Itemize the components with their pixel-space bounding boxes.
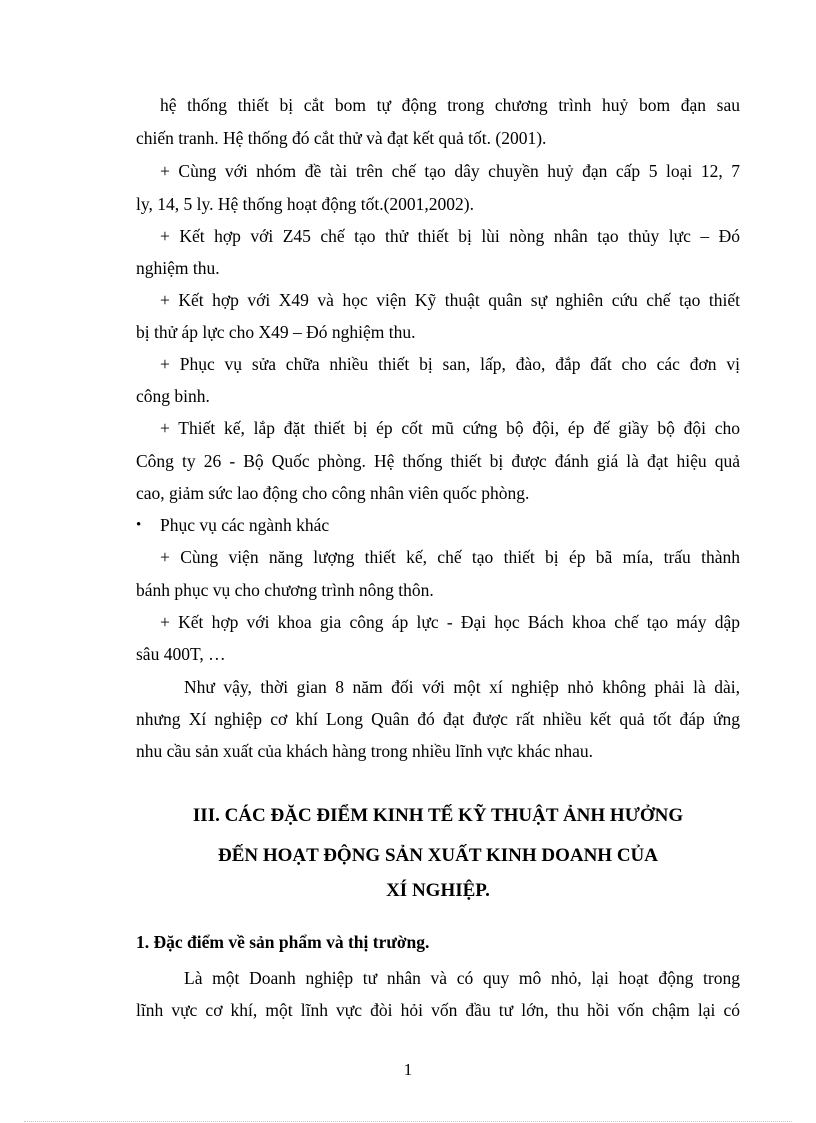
section-heading-line: ĐẾN HOẠT ĐỘNG SẢN XUẤT KINH DOANH CỦA (217, 845, 659, 866)
paragraph-line: Là một Doanh nghiệp tư nhân và có quy mô nhỏ, lại hoạt động trong (184, 968, 740, 988)
paragraph-line: bánh phục vụ cho chương trình nông thôn. (136, 580, 434, 600)
section-heading-line: XÍ NGHIỆP. (386, 880, 490, 901)
paragraph-line: nhưng Xí nghiệp cơ khí Long Quân đó đạt được rất nhiều kết quả tốt đáp ứng (136, 709, 740, 729)
bullet-icon: • (136, 517, 142, 533)
paragraph-line: bị thử áp lực cho X49 – Đó nghiệm thu. (136, 322, 416, 342)
paragraph-line: nghiệm thu. (136, 258, 220, 278)
paragraph-line: + Cùng với nhóm đề tài trên chế tạo dây chuyền huỷ đạn cấp 5 loại 12, 7 (160, 161, 740, 181)
paragraph-line: cao, giảm sức lao động cho công nhân viên quốc phòng. (136, 483, 530, 503)
paragraph-line: + Kết hợp với Z45 chế tạo thử thiết bị lùi nòng nhân tạo thủy lực – Đó (160, 226, 740, 246)
paragraph-line: nhu cầu sản xuất của khách hàng trong nhiều lĩnh vực khác nhau. (136, 741, 594, 761)
paragraph-line: Công ty 26 - Bộ Quốc phòng. Hệ thống thiết bị được đánh giá là đạt hiệu quả (136, 451, 740, 471)
section-heading-line: III. CÁC ĐẶC ĐIỂM KINH TẾ KỸ THUẬT ẢNH HƯỞNG (192, 805, 684, 826)
paragraph-line: lĩnh vực cơ khí, một lĩnh vực đòi hỏi vốn đầu tư lớn, thu hồi vốn chậm lại có (136, 1000, 740, 1020)
paragraph-line: sâu 400T, … (136, 644, 226, 664)
paragraph-line: hệ thống thiết bị cắt bom tự động trong chương trình huỷ bom đạn sau (160, 95, 740, 115)
paragraph-line: + Thiết kế, lắp đặt thiết bị ép cốt mũ cứng bộ đội, ép đế giầy bộ đội cho (160, 418, 740, 438)
paragraph-line: + Kết hợp với X49 và học viện Kỹ thuật quân sự nghiên cứu chế tạo thiết (160, 290, 740, 310)
paragraph-line: + Cùng viện năng lượng thiết kế, chế tạo thiết bị ép bã mía, trấu thành (160, 547, 740, 567)
paragraph-line: chiến tranh. Hệ thống đó cắt thử và đạt kết quả tốt. (2001). (136, 128, 547, 148)
paragraph-line: công binh. (136, 386, 210, 406)
paragraph-line: ly, 14, 5 ly. Hệ thống hoạt động tốt.(2001,2002). (136, 194, 474, 214)
subsection-heading: 1. Đặc điểm về sản phẩm và thị trường. (136, 932, 430, 952)
page-bottom-rule (24, 1121, 792, 1122)
paragraph-line: + Kết hợp với khoa gia công áp lực - Đại học Bách khoa chế tạo máy dập (160, 612, 740, 632)
bullet-item: Phục vụ các ngành khác (160, 515, 330, 535)
paragraph-line: + Phục vụ sửa chữa nhiều thiết bị san, lấp, đào, đắp đất cho các đơn vị (160, 354, 740, 374)
paragraph-line: Như vậy, thời gian 8 năm đối với một xí nghiệp nhỏ không phải là dài, (184, 677, 740, 697)
page-number: 1 (403, 1060, 413, 1079)
